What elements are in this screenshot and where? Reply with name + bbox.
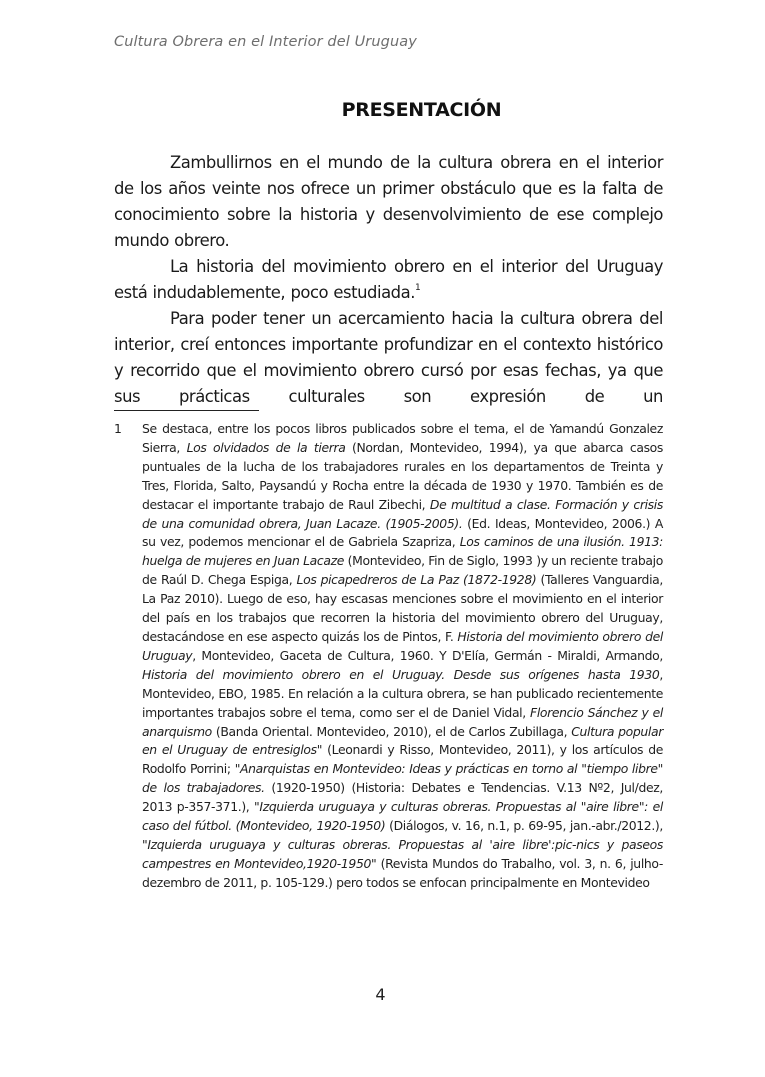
footnote-reference[interactable]: 1 (414, 283, 421, 293)
footnote-citation-title: "Anarquistas en Montevideo: Ideas y prácticas en torno al "tiempo libre" de los trabajadores. (142, 761, 663, 796)
footnote-citation-title: De multitud a clase. Formación y crisis de una comunidad obrera, Juan Lacaze. (1905-2005). (142, 496, 663, 531)
footnote-run: , Montevideo, EBO, 1985. En relación a la cultura obrera, se han publicado recientemente importantes trabajos sobre el tema, como ser el de Daniel Vidal, (142, 666, 663, 720)
body-text (114, 150, 663, 410)
footnote-run: , Montevideo, Gaceta de Cultura, 1960. Y D'Elía, Germán - Miraldi, Armando, (192, 647, 663, 663)
paragraph-3-text: Para poder tener un acercamiento hacia la cultura obrera del interior, creí entonces importante profundizar en el contexto histórico y recorrido que el movimiento obrero cursó por esas fechas, ya que sus prácticas culturales son expresión de un (114, 309, 663, 406)
paragraph-2-text: La historia del movimiento obrero en el interior del Uruguay está indudablemente, poco estudiada. (114, 257, 663, 302)
paragraph-2 (114, 254, 663, 306)
footnote-run: (Talleres Vanguardia, La Paz 2010). Luego de eso, hay escasas menciones sobre el movimiento en el interior del país en los trabajos que recorren la historia del movimiento obrero del Uruguay, destacándose en ese aspecto quizás los de Pintos, F. (142, 572, 663, 644)
footnote-number: 1 (114, 421, 122, 436)
footnote-citation-title: Historia del movimiento obrero en el Uruguay. Desde sus orígenes hasta 1930 (142, 666, 660, 682)
footnote-run: (Leonardi y Risso, Montevideo, 2011), y los artículos de Rodolfo Porrini; (142, 742, 663, 777)
footnote-run: (Diálogos, v. 16, n.1, p. 69-95, jan.-abr./2012.), (385, 818, 663, 834)
footnote-citation-title: "Izquierda uruguaya y culturas obreras. Propuestas al "aire libre": el caso del fútbol. (Montevideo, 1920-1950) (142, 799, 663, 834)
footnote-citation-title: Los caminos de una ilusión. 1913: huelga de mujeres en Juan Lacaze (142, 534, 663, 569)
section-title-text: PRESENTACIÓN (341, 99, 502, 121)
section-title (0, 99, 765, 121)
footnote-run: (Banda Oriental. Montevideo, 2010), el de Carlos Zubillaga, (211, 723, 572, 739)
paragraph-1 (114, 150, 663, 254)
page-number (0, 985, 765, 1004)
footnote-1 (114, 420, 663, 893)
footnote-run: (Nordan, Montevideo, 1994), ya que abarca casos puntuales de la lucha de los trabajadores rurales en los departamentos de Treinta y Tres, Florida, Salto, Paysandú y Rocha entre la década de 1930 y 1970. También es de destacar el importante trabajo de Raul Zibechi, (142, 439, 664, 512)
footnote-run: (Ed. Ideas, Montevideo, 2006.) A su vez, podemos mencionar el de Gabriela Szapriza, (142, 515, 663, 550)
footnote-run: (Revista Mundos do Trabalho, vol. 3, n. 6, julho-dezembro de 2011, p. 105-129.) pero todos se enfocan principalmente en Montevideo (142, 855, 663, 890)
footnote-run: (1920-1950) (Historia: Debates e Tendencias. V.13 Nº2, Jul/dez, 2013 p-357-371.), (142, 780, 663, 815)
footnote-divider (114, 410, 259, 411)
footnote-citation-title: Cultura popular en el Uruguay de entresiglos" (142, 723, 664, 758)
footnote-citation-title: Los picapedreros de La Paz (1872-1928) (296, 572, 537, 588)
page-number-text: 4 (375, 985, 386, 1004)
paragraph-3 (114, 306, 663, 410)
footnote-run: Se destaca, entre los pocos libros publicados sobre el tema, el de Yamandú Gonzalez Sierra, (142, 421, 663, 455)
footnote-text (142, 420, 663, 893)
footnote-citation-title: "Izquierda uruguaya y culturas obreras. Propuestas al 'aire libre':pic-nics y paseos campestres en Montevideo,1920-1950" (142, 836, 663, 871)
footnote-citation-title: Los olvidados de la tierra (186, 439, 346, 455)
footnote-run: (Montevideo, Fin de Siglo, 1993 )y un reciente trabajo de Raúl D. Chega Espiga, (142, 553, 663, 588)
paragraph-1-text: Zambullirnos en el mundo de la cultura obrera en el interior de los años veinte nos ofrece un primer obstáculo que es la falta de conocimiento sobre la historia y desenvolvimiento de ese complejo mundo obrero. (114, 153, 663, 250)
footnote-citation-title: Historia del movimiento obrero del Uruguay (142, 628, 663, 663)
footnote-citation-title: Florencio Sánchez y el anarquismo (142, 704, 663, 739)
running-header: Cultura Obrera en el Interior del Uruguay (114, 34, 417, 50)
